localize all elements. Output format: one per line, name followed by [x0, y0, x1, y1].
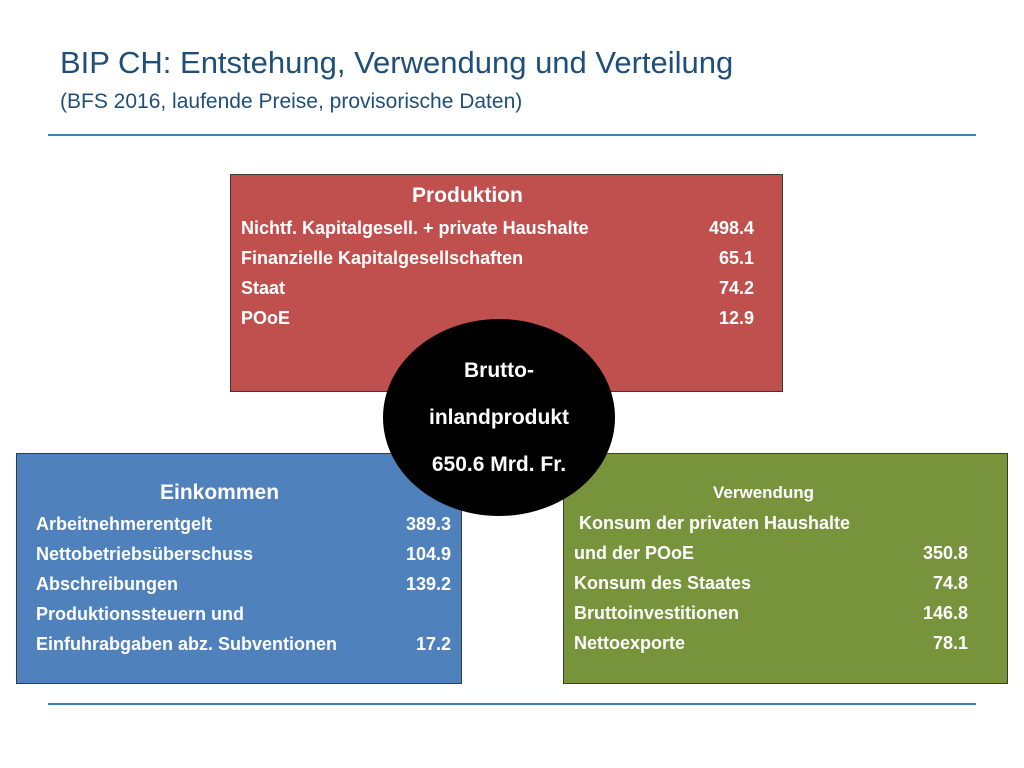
produktion-row-label: POoE — [241, 308, 291, 328]
einkommen-row — [17, 569, 461, 599]
produktion-row-value: 74.2 — [718, 278, 754, 298]
verwendung-row-value: 78.1 — [932, 633, 968, 653]
slide-title: BIP CH: Entstehung, Verwendung und Verteilung — [60, 45, 734, 80]
verwendung-row — [564, 598, 1007, 628]
bip-label-line2: inlandprodukt — [429, 406, 569, 429]
einkommen-row-label: Produktionssteuern und — [36, 604, 245, 624]
bottom-divider — [48, 703, 976, 705]
produktion-row-value: 65.1 — [718, 248, 754, 268]
einkommen-row — [17, 629, 461, 659]
verwendung-row — [564, 508, 1007, 538]
produktion-row — [231, 243, 782, 273]
verwendung-row-label: und der POoE — [574, 543, 695, 563]
einkommen-row-value: 139.2 — [405, 574, 451, 594]
einkommen-row-label: Einfuhrabgaben abz. Subventionen — [36, 634, 338, 654]
verwendung-row — [564, 538, 1007, 568]
verwendung-row-label: Nettoexporte — [574, 633, 686, 653]
einkommen-row-value: 389.3 — [405, 514, 451, 534]
verwendung-row — [564, 568, 1007, 598]
produktion-row-value: 498.4 — [708, 218, 754, 238]
verwendung-heading: Verwendung — [713, 483, 815, 502]
verwendung-row-value: 146.8 — [922, 603, 968, 623]
einkommen-row-value: 17.2 — [415, 634, 451, 654]
produktion-row-label: Staat — [241, 278, 286, 298]
einkommen-row-label: Abschreibungen — [36, 574, 179, 594]
einkommen-box — [16, 453, 462, 684]
produktion-row-label: Nichtf. Kapitalgesell. + private Haushalte — [241, 218, 589, 238]
verwendung-row-label: Konsum der privaten Haushalte — [574, 513, 851, 533]
bip-ellipse — [383, 319, 615, 516]
produktion-row-label: Finanzielle Kapitalgesellschaften — [241, 248, 524, 268]
produktion-heading: Produktion — [412, 184, 523, 207]
produktion-row — [231, 273, 782, 303]
einkommen-row — [17, 509, 461, 539]
verwendung-row-value: 74.8 — [932, 573, 968, 593]
einkommen-row-label: Arbeitnehmerentgelt — [36, 514, 213, 534]
top-divider — [48, 134, 976, 136]
einkommen-heading: Einkommen — [160, 481, 280, 504]
bip-total-value: 650.6 Mrd. Fr. — [431, 453, 567, 476]
verwendung-row-label: Bruttoinvestitionen — [574, 603, 739, 623]
verwendung-row-label: Konsum des Staates — [574, 573, 752, 593]
produktion-row-value: 12.9 — [718, 308, 754, 328]
einkommen-row — [17, 599, 461, 629]
verwendung-row — [564, 628, 1007, 658]
einkommen-row-label: Nettobetriebsüberschuss — [36, 544, 254, 564]
verwendung-box — [563, 453, 1008, 684]
slide-subtitle: (BFS 2016, laufende Preise, provisorische Daten) — [60, 90, 523, 113]
einkommen-row-value: 104.9 — [405, 544, 451, 564]
verwendung-row-value: 350.8 — [922, 543, 968, 563]
einkommen-row — [17, 539, 461, 569]
bip-label-line1: Brutto- — [464, 359, 534, 382]
produktion-row — [231, 213, 782, 243]
